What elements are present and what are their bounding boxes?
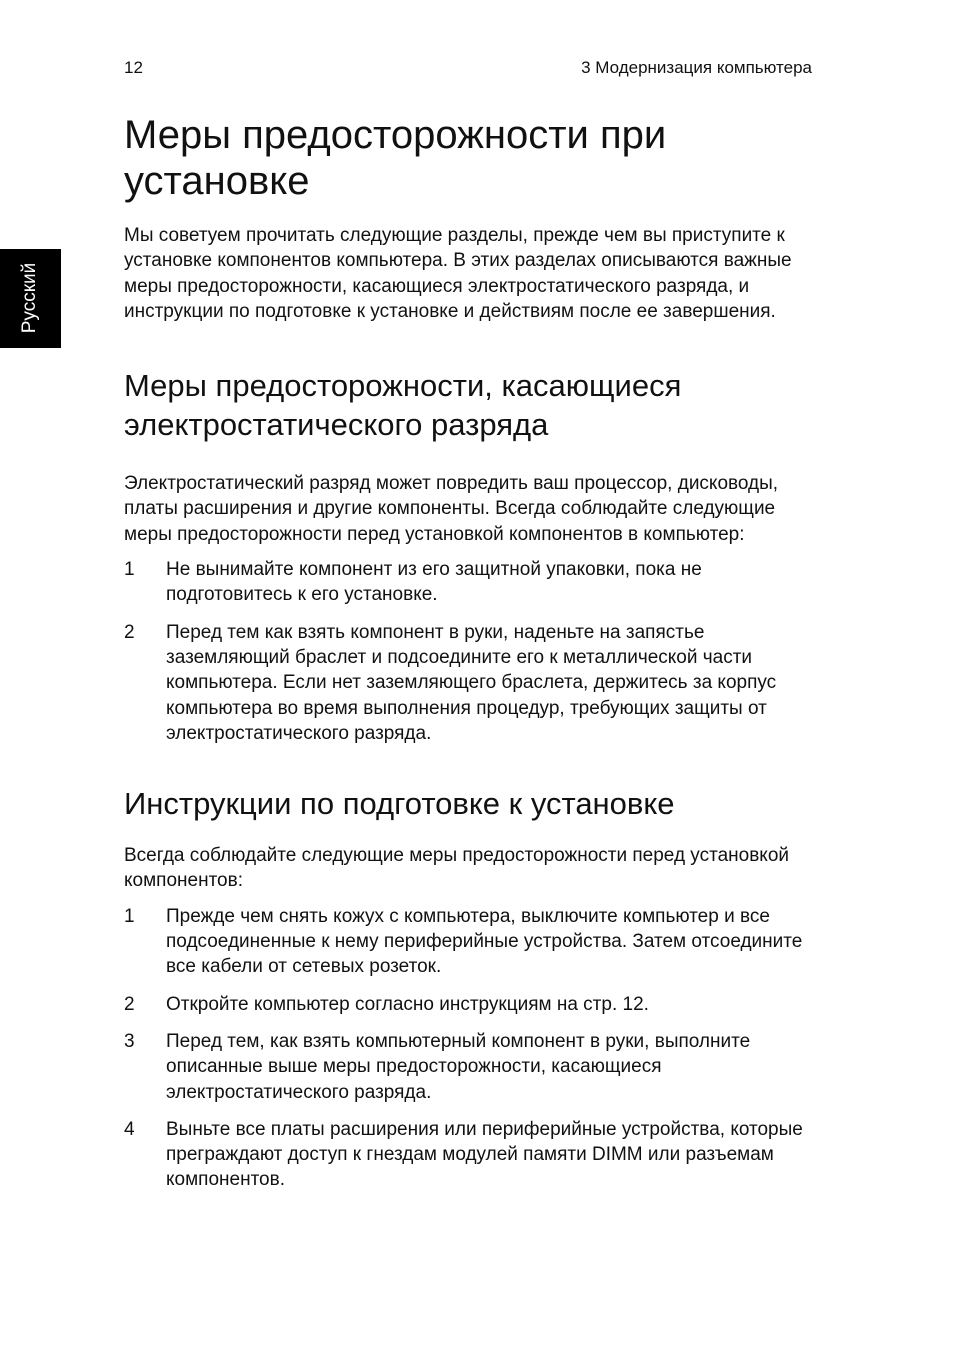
list-item	[124, 557, 824, 608]
esd-list	[124, 557, 824, 746]
list-item	[124, 992, 824, 1017]
list-item-number: 4	[124, 1118, 135, 1140]
list-item-text: Перед тем как взять компонент в руки, наденьте на запястье заземляющий браслет и подсоедините его к металлической части компьютера. Если нет заземляющего браслета, держитесь за корпус компьютера во время выполнения процедур, требующих защиты от электростатического разряда.	[166, 621, 777, 744]
prep-heading: Инструкции по подготовке к установке	[124, 786, 675, 822]
list-item-number: 2	[124, 621, 135, 643]
list-item	[124, 904, 824, 980]
language-tab	[0, 249, 61, 348]
list-item	[124, 620, 824, 746]
list-item-number: 2	[124, 993, 135, 1015]
list-item	[124, 1117, 824, 1193]
list-item-text: Выньте все платы расширения или периферийные устройства, которые преграждают доступ к гнездам модулей памяти DIMM или разъемам компонентов.	[166, 1118, 803, 1191]
list-item-number: 3	[124, 1030, 135, 1052]
chapter-title: 3 Модернизация компьютера	[581, 58, 812, 77]
language-tab-label: Русский	[19, 262, 40, 334]
list-item-number: 1	[124, 905, 135, 927]
list-item	[124, 1029, 824, 1105]
page-content	[124, 112, 824, 1193]
prep-paragraph: Всегда соблюдайте следующие меры предосторожности перед установкой компонентов:	[124, 845, 790, 892]
prep-list	[124, 904, 824, 1193]
list-item-text: Откройте компьютер согласно инструкциям на стр. 12.	[166, 993, 649, 1015]
list-item-text: Прежде чем снять кожух с компьютера, выключите компьютер и все подсоединенные к нему периферийные устройства. Затем отсоедините все кабели от сетевых розеток.	[166, 905, 803, 978]
page-number: 12	[124, 58, 143, 77]
list-item-text: Не вынимайте компонент из его защитной упаковки, пока не подготовитесь к его установке.	[166, 559, 702, 606]
list-item-text: Перед тем, как взять компьютерный компонент в руки, выполните описанные выше меры предосторожности, касающиеся электростатического разряда.	[166, 1030, 751, 1103]
intro-paragraph: Мы советуем прочитать следующие разделы, прежде чем вы приступите к установке компонентов компьютера. В этих разделах описываются важные меры предосторожности, касающиеся электростатического разряда, и инструкции по подготовке к установке и действиям после ее завершения.	[124, 225, 792, 322]
page-title: Меры предосторожности при установке	[124, 113, 667, 203]
esd-paragraph: Электростатический разряд может повредить ваш процессор, дисководы, платы расширения и другие компоненты. Всегда соблюдайте следующие меры предосторожности перед установкой компонентов в компьютер:	[124, 473, 779, 545]
esd-heading: Меры предосторожности, касающиеся электростатического разряда	[124, 368, 682, 443]
list-item-number: 1	[124, 559, 135, 581]
